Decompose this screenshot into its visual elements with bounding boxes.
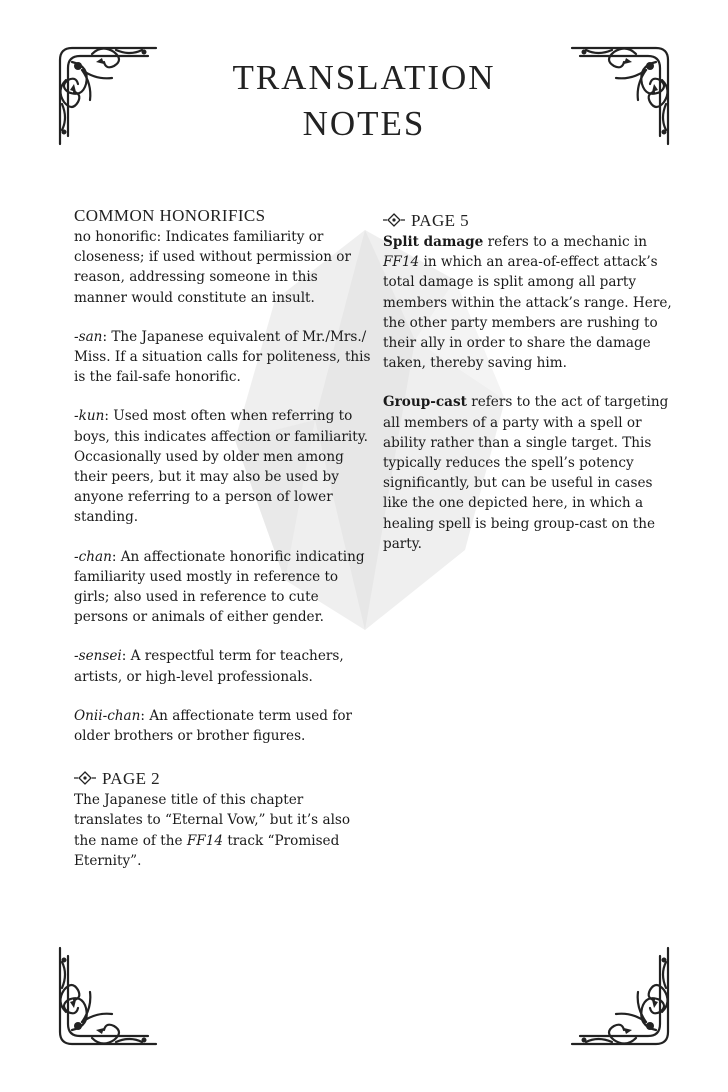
diamond-ornament-icon bbox=[74, 771, 96, 785]
page5-heading-text: PAGE 5 bbox=[411, 211, 469, 230]
ornamental-corner-icon bbox=[52, 940, 164, 1052]
term-chan: -chan bbox=[74, 548, 112, 565]
note-split-damage bbox=[383, 232, 673, 373]
note-page2 bbox=[74, 790, 374, 871]
text-san: : The Japanese equivalent of Mr./Mrs./ Miss. If a situation calls for politeness, this is the fail-safe honorific. bbox=[74, 328, 371, 386]
page2-heading-text: PAGE 2 bbox=[102, 769, 160, 789]
title-line-2: NOTES bbox=[302, 104, 426, 143]
text-sensei: : A respectful term for teachers, artists, or high-level professionals. bbox=[74, 648, 344, 685]
left-column bbox=[74, 205, 374, 890]
term-sensei: -sensei bbox=[74, 648, 122, 665]
note-san bbox=[74, 327, 374, 388]
term-split-damage: Split damage bbox=[383, 234, 484, 250]
page5-heading bbox=[383, 210, 673, 232]
right-column bbox=[383, 210, 673, 573]
split-ff14: FF14 bbox=[383, 254, 420, 271]
title-line-1: TRANSLATION bbox=[232, 58, 496, 97]
page2-heading bbox=[74, 768, 374, 790]
page-title bbox=[0, 55, 728, 147]
diamond-ornament-icon bbox=[383, 213, 405, 227]
split-text-1: refers to a mechanic in bbox=[483, 234, 648, 250]
group-text: refers to the act of targeting all members of a party with a spell or ability rather than a single target. This typically reduces the spell’s potency significantly, but can be useful in cases like the one depicted here, in which a healing spell is being group-cast on the party. bbox=[383, 394, 669, 552]
note-onii-chan bbox=[74, 706, 374, 746]
note-kun bbox=[74, 406, 374, 527]
page2-ff14: FF14 bbox=[186, 832, 223, 849]
term-san: -san bbox=[74, 328, 103, 345]
text-onii-chan: : An affectionate term used for older brothers or brother figures. bbox=[74, 707, 353, 745]
note-group-cast bbox=[383, 392, 673, 554]
text-chan: : An affectionate honorific indicating familiarity used mostly in reference to girls; also used in reference to cute persons or animals of either gender. bbox=[74, 548, 365, 626]
text-kun: : Used most often when referring to boys, this indicates affection or familiarity. Occasionally used by older men among their peers, but it may also be used by anyone referring to a person of lower standing. bbox=[74, 408, 368, 526]
split-text-2: in which an area-of-effect attack’s total damage is split among all party members within the attack’s range. Here, the other party members are rushing to their ally in order to share the damage taken, thereby saving him. bbox=[383, 254, 672, 372]
ornamental-corner-icon bbox=[564, 940, 676, 1052]
note-chan bbox=[74, 547, 374, 628]
note-sensei bbox=[74, 646, 374, 686]
honorifics-heading: COMMON HONORIFICS bbox=[74, 206, 266, 225]
term-group-cast: Group-cast bbox=[383, 394, 467, 411]
term-kun: -kun bbox=[74, 408, 105, 425]
term-onii-chan: Onii-chan bbox=[74, 707, 141, 724]
page2-text-before: The Japanese title of this chapter translates to “Eternal Vow,” but it’s also the name of the bbox=[74, 792, 351, 849]
note-no-honorific: no honorific: Indicates familiarity or closeness; if used without permission or reason, addressing someone in this manner would constitute an insult. bbox=[74, 229, 351, 306]
page2-text-after: track “Promised Eternity”. bbox=[74, 832, 340, 869]
